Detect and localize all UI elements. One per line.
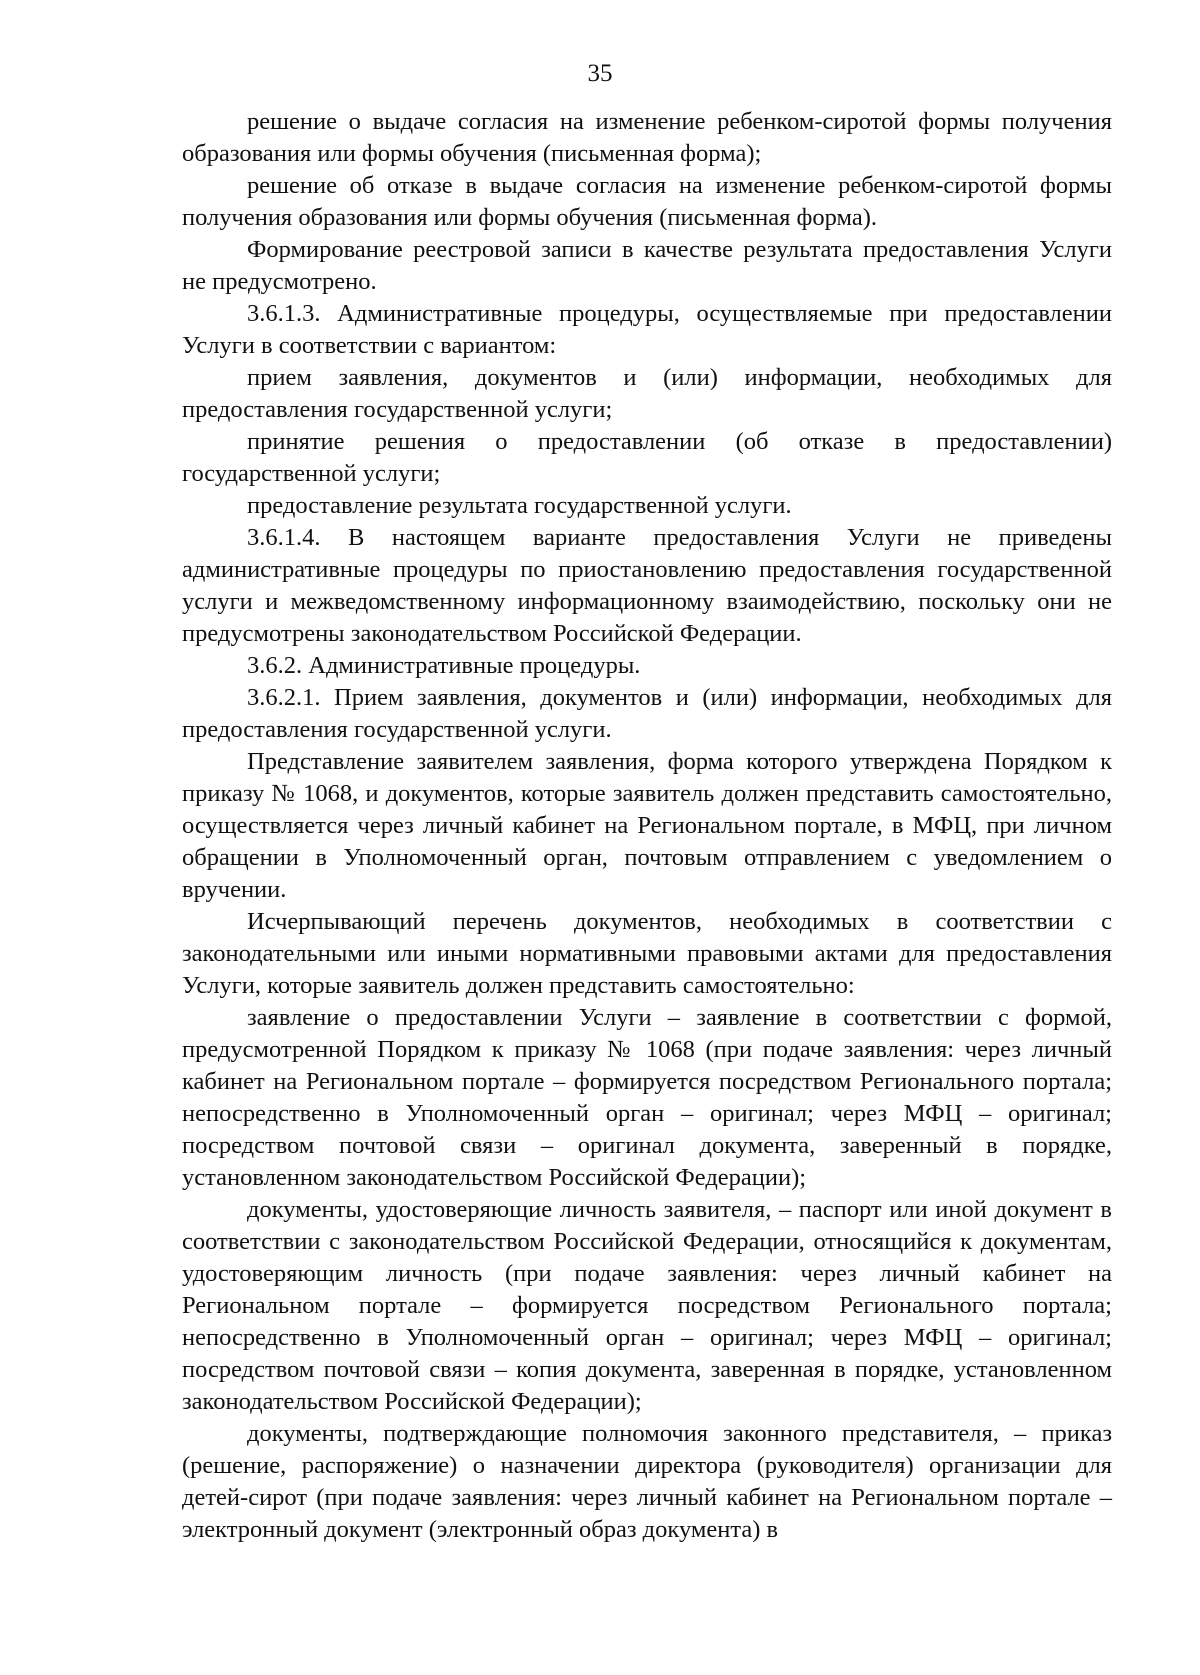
paragraph: 3.6.1.3. Административные процедуры, осуществляемые при предоставлении Услуги в соответствии с вариантом:: [182, 300, 1112, 359]
paragraph: заявление о предоставлении Услуги – заявление в соответствии с формой, предусмотренной Порядком к приказу № 1068 (при подаче заявления: через личный кабинет на Региональном портале – формируется посредством Регионального портала; непосредственно в Уполномоченный орган – оригинал; через МФЦ – оригинал; посредством почтовой связи – оригинал документа, заверенный в порядке, установленном законодательством Российской Федерации);: [182, 1004, 1112, 1191]
paragraph: 3.6.1.4. В настоящем варианте предоставления Услуги не приведены административные процедуры по приостановлению предоставления государственной услуги и межведомственному информационному взаимодействию, поскольку они не предусмотрены законодательством Российской Федерации.: [182, 524, 1112, 647]
paragraph: документы, подтверждающие полномочия законного представителя, – приказ (решение, распоряжение) о назначении директора (руководителя) организации для детей-сирот (при подаче заявления: через личный кабинет на Региональном портале – электронный документ (электронный образ документа) в: [182, 1420, 1112, 1543]
paragraph: 3.6.2.1. Прием заявления, документов и (или) информации, необходимых для предоставления государственной услуги.: [182, 684, 1112, 743]
paragraph: принятие решения о предоставлении (об отказе в предоставлении) государственной услуги;: [182, 428, 1112, 487]
paragraph: прием заявления, документов и (или) информации, необходимых для предоставления государственной услуги;: [182, 364, 1112, 423]
paragraph: Формирование реестровой записи в качестве результата предоставления Услуги не предусмотрено.: [182, 236, 1112, 295]
paragraph: 3.6.2. Административные процедуры.: [247, 652, 641, 679]
page-number: 35: [587, 60, 613, 87]
paragraph: решение об отказе в выдаче согласия на изменение ребенком-сиротой формы получения образования или формы обучения (письменная форма).: [182, 172, 1112, 231]
paragraph: предоставление результата государственной услуги.: [247, 492, 792, 519]
paragraph: документы, удостоверяющие личность заявителя, – паспорт или иной документ в соответствии с законодательством Российской Федерации, относящийся к документам, удостоверяющим личность (при подаче заявления: через личный кабинет на Региональном портале – формируется посредством Регионального портала; непосредственно в Уполномоченный орган – оригинал; через МФЦ – оригинал; посредством почтовой связи – копия документа, заверенная в порядке, установленном законодательством Российской Федерации);: [182, 1196, 1112, 1415]
paragraph: Исчерпывающий перечень документов, необходимых в соответствии с законодательными или иными нормативными правовыми актами для предоставления Услуги, которые заявитель должен представить самостоятельно:: [182, 908, 1112, 999]
paragraph: решение о выдаче согласия на изменение ребенком-сиротой формы получения образования или формы обучения (письменная форма);: [182, 108, 1112, 167]
body-text: [182, 106, 1112, 1546]
paragraph: Представление заявителем заявления, форма которого утверждена Порядком к приказу № 1068, и документов, которые заявитель должен представить самостоятельно, осуществляется через личный кабинет на Региональном портале, в МФЦ, при личном обращении в Уполномоченный орган, почтовым отправлением с уведомлением о вручении.: [182, 748, 1112, 903]
